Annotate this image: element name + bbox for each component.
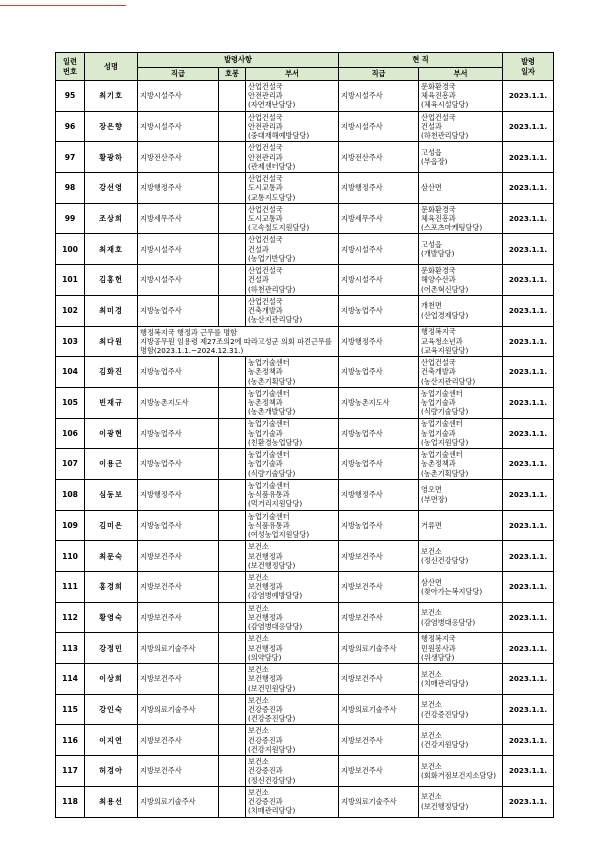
serial-no-cell: 106 [56,418,85,449]
appointment-step-cell [219,541,246,572]
appointment-rank-cell: 지방보건주사 [138,664,219,695]
appointment-dept-cell: 산업건설국 안전관리과 (중대재해예방담당) [246,111,339,142]
current-rank-cell: 지방농업주사 [339,449,419,480]
appointment-rank-cell: 지방시설주사 [138,81,219,112]
appointment-rank-cell: 지방보건주사 [138,541,219,572]
serial-no-cell: 110 [56,541,85,572]
table-row [56,234,554,265]
current-rank-cell: 지방의료기술주사 [339,694,419,725]
current-rank-cell: 지방보건주사 [339,572,419,603]
table-row [56,265,554,296]
header-appointment-step: 호봉 [219,68,246,81]
appointment-date-cell: 2023.1.1. [503,357,554,388]
appointment-date-cell: 2023.1.1. [503,265,554,296]
name-cell: 심동보 [85,479,138,510]
appointment-rank-cell: 지방행정주사 [138,479,219,510]
appointment-dept-cell: 보건소 건강증진과 (건강지원담당) [246,725,339,756]
serial-no-cell: 116 [56,725,85,756]
appointment-date-cell: 2023.1.1. [503,756,554,787]
appointment-date-cell: 2023.1.1. [503,173,554,204]
appointment-rank-cell: 지방시설주사 [138,265,219,296]
serial-no-cell: 99 [56,203,85,234]
table-row [56,725,554,756]
header-appointment-date: 발령 일자 [503,53,554,81]
current-rank-cell: 지방농업주사 [339,357,419,388]
serial-no-cell: 112 [56,602,85,633]
table-row [56,81,554,112]
appointment-rank-cell: 지방의료기술주사 [138,633,219,664]
appointment-rank-cell: 지방보건주사 [138,602,219,633]
serial-no-cell: 100 [56,234,85,265]
appointment-rank-cell: 지방농업주사 [138,418,219,449]
current-dept-cell: 보건소 (건강증진담당) [419,694,503,725]
appointment-date-cell: 2023.1.1. [503,633,554,664]
table-row [56,786,554,817]
appointment-rank-cell: 지방농업주사 [138,510,219,541]
appointment-rank-cell: 지방보건주사 [138,572,219,603]
name-cell: 황영숙 [85,602,138,633]
table-row [56,479,554,510]
name-cell: 강정민 [85,633,138,664]
current-dept-cell: 농업기술센터 농촌정책과 (농촌기획담당) [419,449,503,480]
current-dept-cell: 산업건설국 건설과 (하천관리담당) [419,111,503,142]
current-dept-cell: 삼산면 [419,173,503,204]
appointment-dept-cell: 농업기술센터 농업기술과 (식량기술담당) [246,449,339,480]
appointment-step-cell [219,510,246,541]
name-cell: 조상희 [85,203,138,234]
appointment-step-cell [219,725,246,756]
table-row [56,142,554,173]
current-rank-cell: 지방농촌지도사 [339,387,419,418]
appointment-date-cell: 2023.1.1. [503,786,554,817]
appointment-step-cell [219,81,246,112]
serial-no-cell: 98 [56,173,85,204]
name-cell: 최재호 [85,234,138,265]
header-current-position: 현 직 [339,53,503,68]
name-cell: 김화진 [85,357,138,388]
name-cell: 빈재규 [85,387,138,418]
appointment-dept-cell: 농업기술센터 농촌정책과 (농촌기획담당) [246,357,339,388]
serial-no-cell: 101 [56,265,85,296]
appointment-step-cell [219,602,246,633]
header-row-top [56,53,554,68]
name-cell: 김홍헌 [85,265,138,296]
table-row [56,664,554,695]
appointment-step-cell [219,111,246,142]
header-current-rank: 직급 [339,68,419,81]
name-cell: 최다원 [85,326,138,357]
current-dept-cell: 보건소 (건강지원담당) [419,725,503,756]
name-cell: 이상희 [85,664,138,695]
current-dept-cell: 보건소 (회화거점보건지소담당) [419,756,503,787]
table-row [56,449,554,480]
personnel-appointment-table [55,52,554,818]
appointment-step-cell [219,786,246,817]
serial-no-cell: 109 [56,510,85,541]
current-rank-cell: 지방보건주사 [339,602,419,633]
current-dept-cell: 삼산면 (찾아가는복지담당) [419,572,503,603]
appointment-date-cell: 2023.1.1. [503,326,554,357]
appointment-dept-cell: 보건소 보건행정과 (보건행정담당) [246,541,339,572]
table-row [56,756,554,787]
appointment-rank-cell: 지방행정주사 [138,173,219,204]
appointment-step-cell [219,387,246,418]
appointment-date-cell: 2023.1.1. [503,234,554,265]
current-rank-cell: 지방의료기술주사 [339,786,419,817]
header-appointment-dept: 부서 [246,68,339,81]
serial-no-cell: 107 [56,449,85,480]
current-dept-cell: 행정복지국 민원봉사과 (위생담당) [419,633,503,664]
header-serial-no: 일련 번호 [56,53,85,81]
table-row [56,326,554,357]
serial-no-cell: 114 [56,664,85,695]
appointment-date-cell: 2023.1.1. [503,295,554,326]
header-current-dept: 부서 [419,68,503,81]
appointment-date-cell: 2023.1.1. [503,449,554,480]
current-dept-cell: 보건소 (치매관리담당) [419,664,503,695]
current-dept-cell: 농업기술센터 농업기술과 (식량기술담당) [419,387,503,418]
current-dept-cell: 문화환경국 해양수산과 (어촌혁신담당) [419,265,503,296]
appointment-rank-cell: 지방보건주사 [138,756,219,787]
current-dept-cell: 영오면 (부면장) [419,479,503,510]
appointment-dept-cell: 산업건설국 도시교통과 (교통지도담당) [246,173,339,204]
serial-no-cell: 117 [56,756,85,787]
appointment-date-cell: 2023.1.1. [503,479,554,510]
appointment-dept-cell: 농업기술센터 농식품유통과 (먹거리지원담당) [246,479,339,510]
name-cell: 최미경 [85,295,138,326]
appointment-step-cell [219,479,246,510]
current-dept-cell: 산업건설국 건축개발과 (농산지관리담당) [419,357,503,388]
appointment-dept-cell: 산업건설국 안전관리과 (관제센터담당) [246,142,339,173]
name-cell: 강인숙 [85,694,138,725]
current-rank-cell: 지방농업주사 [339,510,419,541]
current-dept-cell: 개천면 (산업경제담당) [419,295,503,326]
serial-no-cell: 111 [56,572,85,603]
appointment-dept-cell: 보건소 건강증진과 (정신건강담당) [246,756,339,787]
current-dept-cell: 고성읍 (부읍장) [419,142,503,173]
serial-no-cell: 104 [56,357,85,388]
table-row [56,203,554,234]
table-header [56,53,554,81]
table-row [56,572,554,603]
appointment-step-cell [219,173,246,204]
appointment-date-cell: 2023.1.1. [503,418,554,449]
appointment-rank-cell: 지방의료기술주사 [138,694,219,725]
appointment-note-cell: 행정복지국 행정과 근무를 명함 지방공무원 임용령 제27조의2에 따라고성군 의회 파견근무를 명함(2023.1.1.~2024.12.31.) [138,326,339,357]
appointment-step-cell [219,295,246,326]
serial-no-cell: 115 [56,694,85,725]
appointment-dept-cell: 산업건설국 건설과 (농업기반담당) [246,234,339,265]
current-dept-cell: 문화환경국 체육진흥과 (스포츠마케팅담당) [419,203,503,234]
current-dept-cell: 농업기술센터 농업기술과 (농업지원담당) [419,418,503,449]
current-dept-cell: 문화환경국 체육진흥과 (체육시설담당) [419,81,503,112]
table-row [56,111,554,142]
appointment-dept-cell: 보건소 건강증진과 (건강증진담당) [246,694,339,725]
appointment-step-cell [219,449,246,480]
serial-no-cell: 95 [56,81,85,112]
appointment-rank-cell: 지방농업주사 [138,449,219,480]
serial-no-cell: 102 [56,295,85,326]
appointment-dept-cell: 보건소 보건행정과 (감염병예방담당) [246,572,339,603]
current-rank-cell: 지방전산주사 [339,142,419,173]
name-cell: 최기호 [85,81,138,112]
appointment-step-cell [219,418,246,449]
table-row [56,510,554,541]
table-row [56,173,554,204]
serial-no-cell: 96 [56,111,85,142]
appointment-date-cell: 2023.1.1. [503,510,554,541]
table-row [56,357,554,388]
current-dept-cell: 보건소 (보건행정담당) [419,786,503,817]
appointment-dept-cell: 보건소 보건행정과 (의약담당) [246,633,339,664]
name-cell: 장은향 [85,111,138,142]
table-body [56,81,554,818]
appointment-date-cell: 2023.1.1. [503,694,554,725]
name-cell: 이용근 [85,449,138,480]
appointment-date-cell: 2023.1.1. [503,725,554,756]
appointment-rank-cell: 지방시설주사 [138,111,219,142]
current-rank-cell: 지방농업주사 [339,418,419,449]
serial-no-cell: 108 [56,479,85,510]
current-dept-cell: 행정복지국 교육청소년과 (교육지원담당) [419,326,503,357]
current-rank-cell: 지방농업주사 [339,295,419,326]
appointment-rank-cell: 지방농업주사 [138,295,219,326]
appointment-dept-cell: 농업기술센터 농업기술과 (친환경농업담당) [246,418,339,449]
current-rank-cell: 지방행정주사 [339,326,419,357]
appointment-dept-cell: 산업건설국 도시교통과 (고속철도지원담당) [246,203,339,234]
appointment-date-cell: 2023.1.1. [503,602,554,633]
current-rank-cell: 지방보건주사 [339,664,419,695]
appointment-dept-cell: 산업건설국 건축개발과 (농산지관리담당) [246,295,339,326]
appointment-date-cell: 2023.1.1. [503,203,554,234]
name-cell: 김미은 [85,510,138,541]
current-rank-cell: 지방시설주사 [339,81,419,112]
name-cell: 최문숙 [85,541,138,572]
appointment-dept-cell: 산업건설국 건설과 (하천관리담당) [246,265,339,296]
appointment-rank-cell: 지방보건주사 [138,725,219,756]
appointment-date-cell: 2023.1.1. [503,111,554,142]
appointment-step-cell [219,756,246,787]
serial-no-cell: 105 [56,387,85,418]
current-rank-cell: 지방시설주사 [339,234,419,265]
header-name: 성명 [85,53,138,81]
current-rank-cell: 지방시설주사 [339,111,419,142]
current-rank-cell: 지방세무주사 [339,203,419,234]
current-dept-cell: 보건소 (정신건강담당) [419,541,503,572]
appointment-date-cell: 2023.1.1. [503,572,554,603]
serial-no-cell: 113 [56,633,85,664]
current-dept-cell: 고성읍 (개발담당) [419,234,503,265]
appointment-step-cell [219,234,246,265]
name-cell: 강선영 [85,173,138,204]
serial-no-cell: 118 [56,786,85,817]
appointment-dept-cell: 농업기술센터 농식품유통과 (여성농업지원담당) [246,510,339,541]
appointment-dept-cell: 보건소 보건행정과 (보건민원담당) [246,664,339,695]
appointment-date-cell: 2023.1.1. [503,81,554,112]
appointment-rank-cell: 지방농업주사 [138,357,219,388]
table-row [56,694,554,725]
appointment-step-cell [219,265,246,296]
appointment-date-cell: 2023.1.1. [503,387,554,418]
appointment-rank-cell: 지방세무주사 [138,203,219,234]
table-row [56,387,554,418]
serial-no-cell: 97 [56,142,85,173]
current-dept-cell: 거류면 [419,510,503,541]
header-appointment-rank: 직급 [138,68,219,81]
red-margin-line [0,5,126,6]
appointment-dept-cell: 보건소 보건행정과 (감염병대응담당) [246,602,339,633]
header-appointment: 발령사항 [138,53,339,68]
name-cell: 허경아 [85,756,138,787]
appointment-step-cell [219,694,246,725]
appointment-date-cell: 2023.1.1. [503,142,554,173]
name-cell: 홍경희 [85,572,138,603]
name-cell: 황광하 [85,142,138,173]
appointment-step-cell [219,633,246,664]
table-row [56,418,554,449]
current-rank-cell: 지방의료기술주사 [339,633,419,664]
serial-no-cell: 103 [56,326,85,357]
table-row [56,541,554,572]
current-rank-cell: 지방행정주사 [339,479,419,510]
appointment-rank-cell: 지방시설주사 [138,234,219,265]
appointment-date-cell: 2023.1.1. [503,541,554,572]
current-dept-cell: 보건소 (감염병대응담당) [419,602,503,633]
appointment-date-cell: 2023.1.1. [503,664,554,695]
name-cell: 이지연 [85,725,138,756]
current-rank-cell: 지방보건주사 [339,541,419,572]
appointment-step-cell [219,664,246,695]
table-row [56,602,554,633]
name-cell: 이광현 [85,418,138,449]
appointment-rank-cell: 지방농촌지도사 [138,387,219,418]
current-rank-cell: 지방시설주사 [339,265,419,296]
appointment-dept-cell: 보건소 건강증진과 (치매관리담당) [246,786,339,817]
appointment-dept-cell: 농업기술센터 농촌정책과 (농촌개발담당) [246,387,339,418]
appointment-step-cell [219,357,246,388]
appointment-step-cell [219,572,246,603]
table-row [56,295,554,326]
appointment-step-cell [219,142,246,173]
current-rank-cell: 지방보건주사 [339,756,419,787]
appointment-rank-cell: 지방의료기술주사 [138,786,219,817]
appointment-dept-cell: 산업건설국 안전관리과 (자연재난담당) [246,81,339,112]
current-rank-cell: 지방행정주사 [339,173,419,204]
name-cell: 최용선 [85,786,138,817]
appointment-rank-cell: 지방전산주사 [138,142,219,173]
table-row [56,633,554,664]
current-rank-cell: 지방보건주사 [339,725,419,756]
appointment-step-cell [219,203,246,234]
